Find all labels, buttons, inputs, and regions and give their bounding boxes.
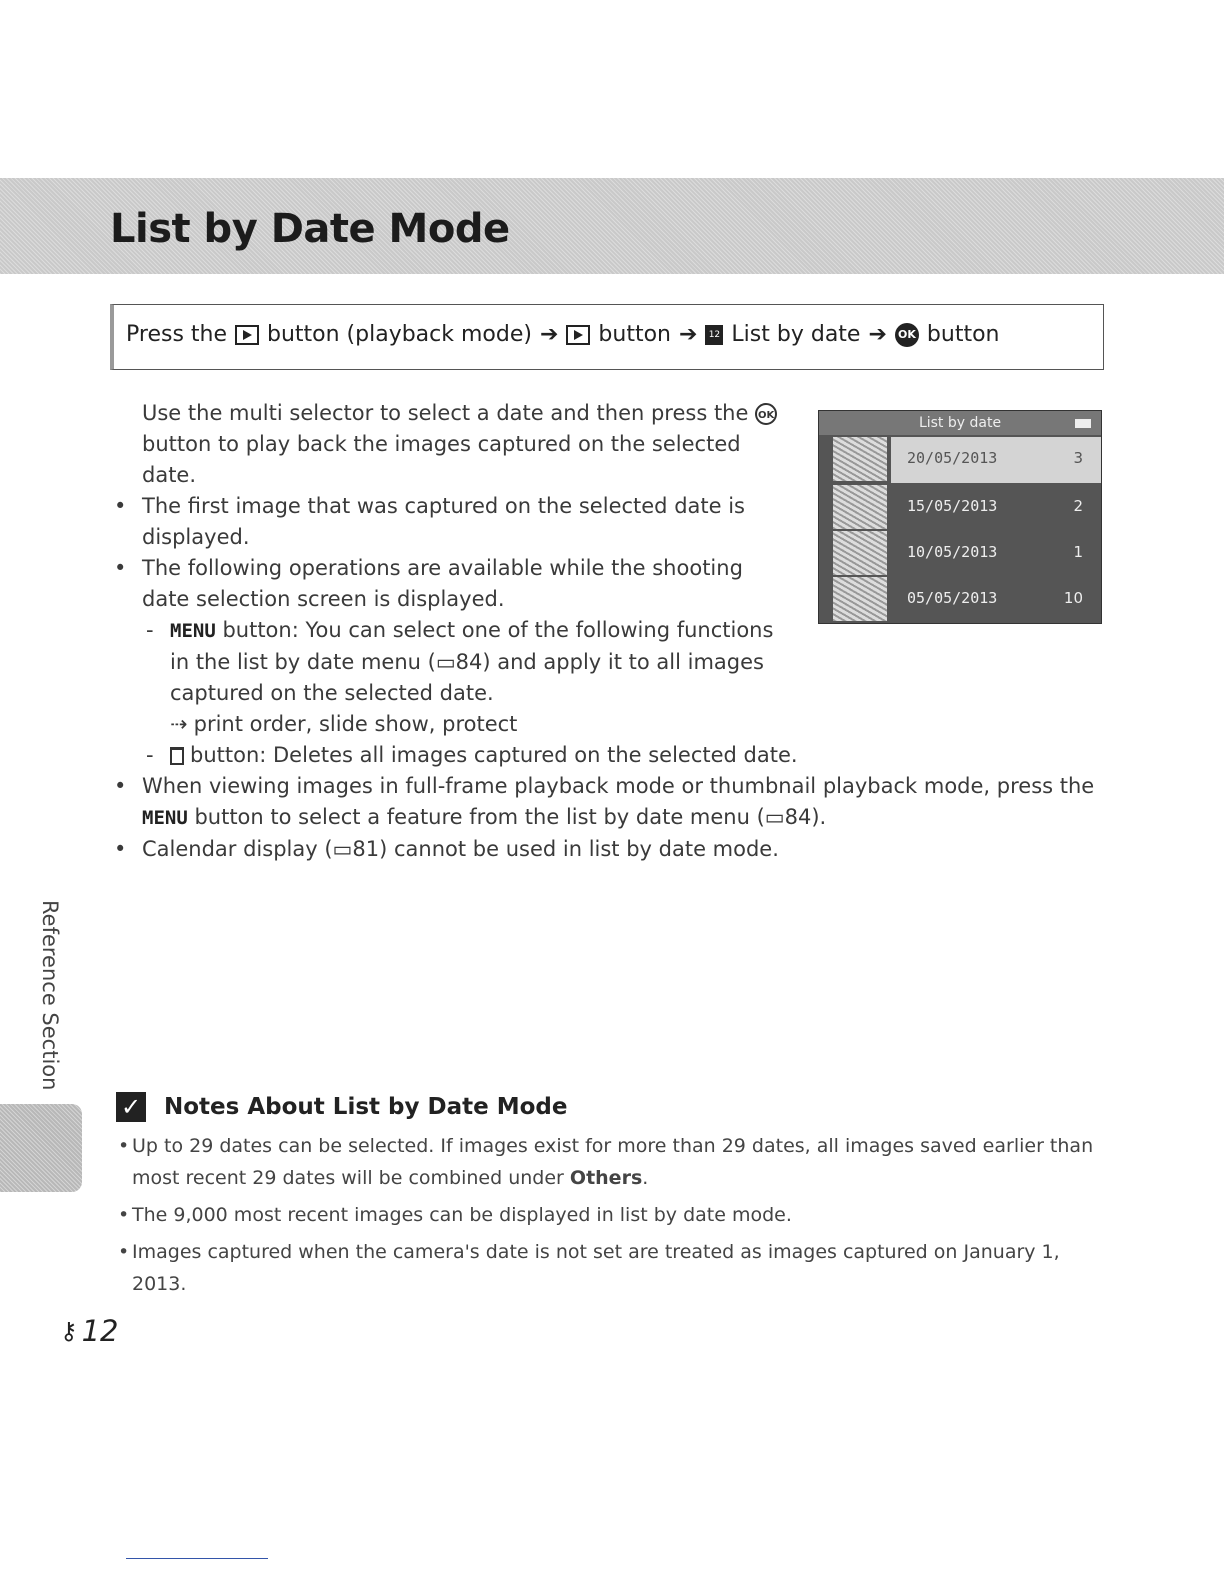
nav-step2-text: button [598,322,671,347]
page-number: ⚷ 12 [60,1314,119,1348]
thumbnail-image [833,577,887,621]
page-title: List by Date Mode [110,206,510,252]
menu-items-line: ⇢ print order, slide show, protect [170,712,518,736]
bullet-calendar: • Calendar display (▭81) cannot be used in list by date mode. [114,837,779,861]
camera-screen-illustration [818,410,1102,624]
thumbnail-image [833,531,887,575]
check-icon: ✓ [116,1092,146,1122]
title-band [0,178,1224,274]
menu-button-label: MENU [170,620,216,642]
book-icon: ▭ [764,805,785,829]
menu-button-label: MENU [142,807,188,829]
footer-line [126,1558,268,1559]
notes-list [118,1130,1107,1305]
nav-step1-text: button (playback mode) [267,322,532,347]
ok-button-icon: OK [895,323,919,347]
battery-icon [1075,419,1091,428]
screen-header: List by date [819,411,1101,435]
book-icon: ▭ [435,650,456,674]
notes-heading [116,1092,567,1122]
arrow-icon: ⇢ [170,712,188,736]
note-item: • Images captured when the camera's date is not set are treated as images captured on January 1, 2013. [118,1241,1060,1295]
thumbnail-image [833,437,887,481]
note-item: • Up to 29 dates can be selected. If images exist for more than 29 dates, all images saved earlier than most recent 29 dates will be combined under Others. [118,1135,1094,1189]
reference-key-icon: ⚷ [60,1317,78,1345]
playback-button-icon [566,325,590,345]
arrow-icon: ➔ [539,322,559,347]
section-tab [0,1104,82,1192]
date-row: 15/05/2013 2 [833,485,1101,531]
bullet-fullframe: • When viewing images in full-frame playback mode or thumbnail playback mode, press the MENU button to select a feature from the list by date menu (▭84). [114,774,1095,829]
sub-trash-button: - button: Deletes all images captured on the selected date. [146,743,798,767]
nav-press-text: Press the [126,322,227,347]
navigation-path [126,322,999,347]
intro-line-1: Use the multi selector to select a date and then press the [142,401,749,425]
date-row: 10/05/2013 1 [833,531,1101,577]
date-row: 05/05/2013 10 [833,577,1101,623]
note-item: • The 9,000 most recent images can be displayed in list by date mode. [118,1204,792,1226]
intro-line-2: button to play back the images captured on the selected date. [142,432,741,487]
navigation-path-box [110,304,1104,370]
date-row: 20/05/2013 3 [833,437,1101,483]
nav-step3-text: List by date [731,322,861,347]
arrow-icon: ➔ [868,322,887,347]
bullet-operations: • The following operations are available while the shooting date selection screen is displayed. [114,556,743,611]
thumbnail-image [833,485,887,529]
book-icon: ▭ [332,837,353,861]
others-label: Others [569,1167,643,1189]
sub-menu-button: - MENU button: You can select one of the following functions in the list by date menu (▭84) and apply it to all images captured on the selected date. ⇢ print order, slide show, protect [170,615,790,740]
arrow-icon: ➔ [678,322,698,347]
trash-icon [170,747,184,765]
ok-button-icon: OK [755,403,777,425]
intro-paragraph [142,398,792,491]
nav-step4-text: button [926,322,1000,347]
section-side-label: Reference Section [38,900,62,1091]
list-by-date-icon: 12 [705,325,723,345]
playback-button-icon [235,325,259,345]
notes-title: Notes About List by Date Mode [164,1094,568,1120]
bullet-first-image: • The first image that was captured on the selected date is displayed. [114,494,745,549]
